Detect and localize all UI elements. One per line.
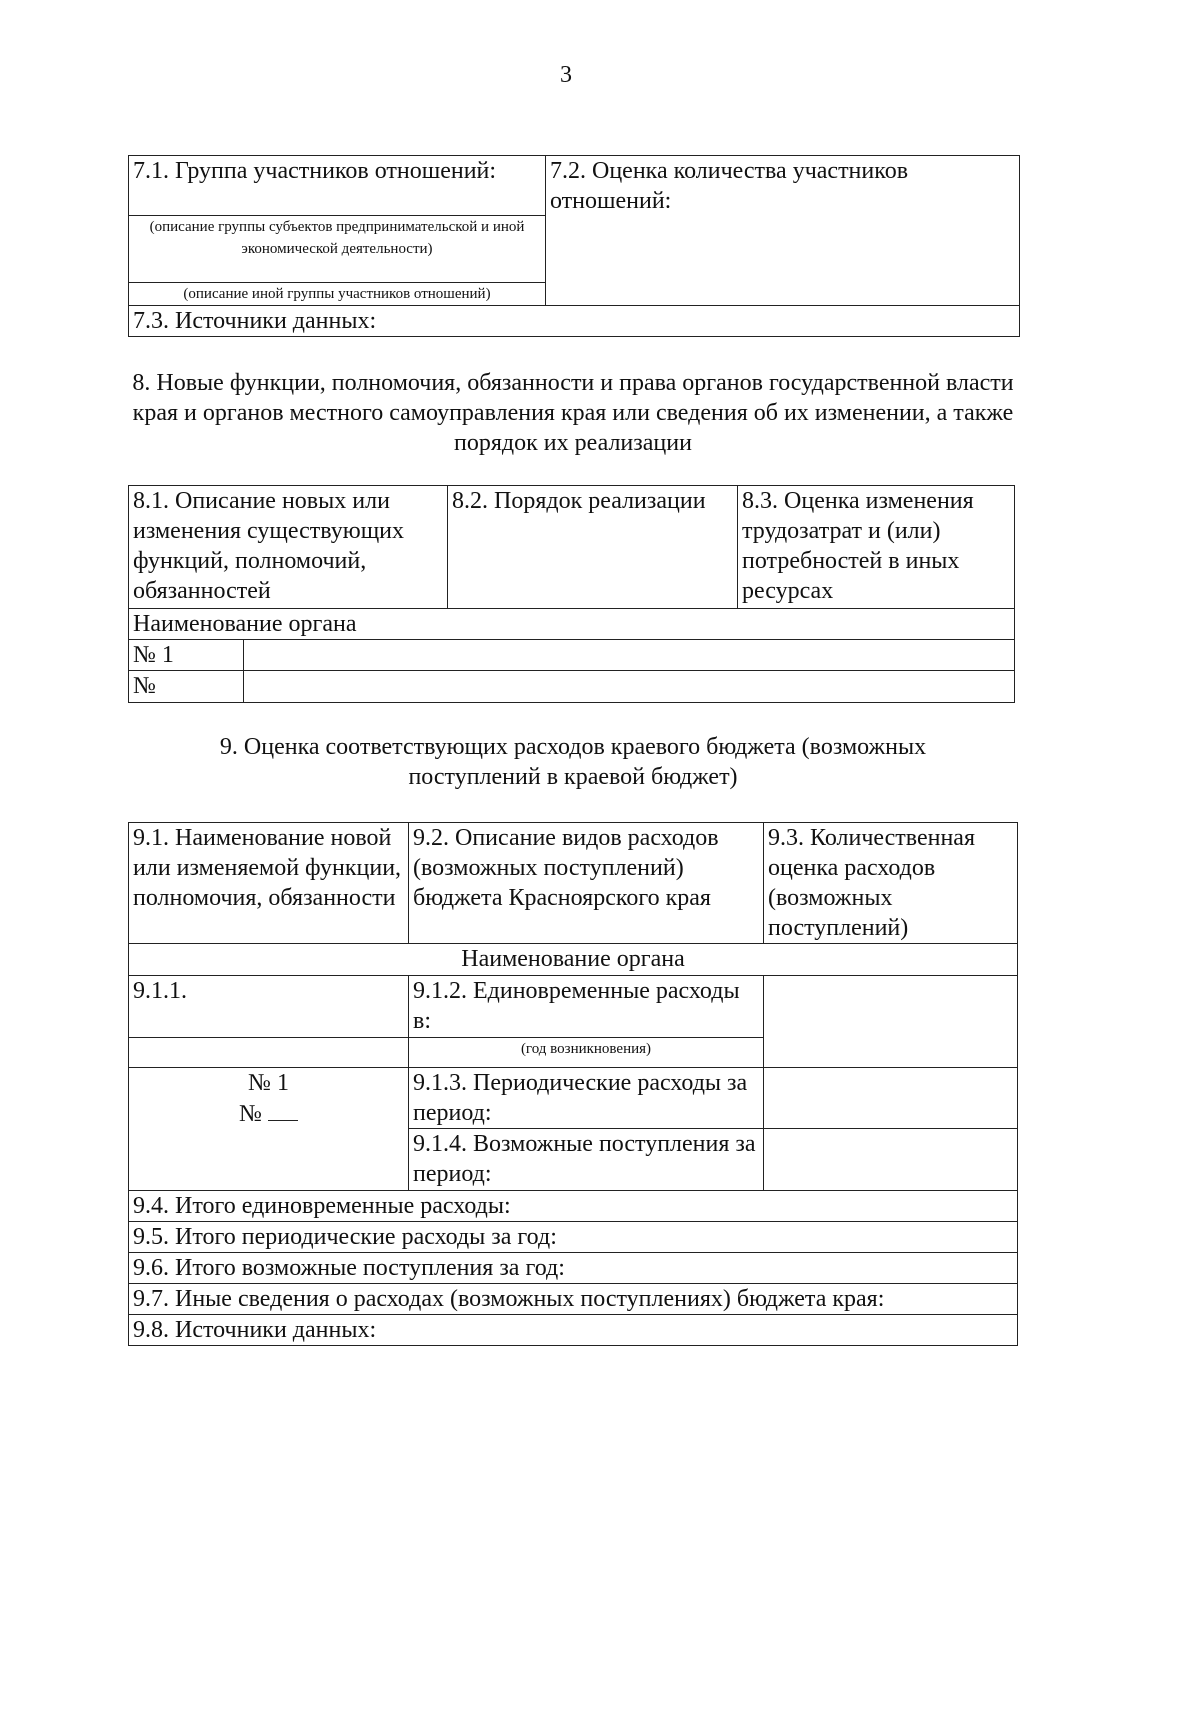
section9-table [128,822,1018,1346]
section7-table [128,155,1020,337]
cell-7-1-note2: (описание иной группы участников отношений) [129,283,546,306]
number-blank [133,1098,404,1129]
cell-9-1-3-value [764,1068,1018,1129]
row-no1: № 1 [129,640,244,671]
row-no1-value [244,640,1015,671]
section9-title: 9. Оценка соответствующих расходов краевого бюджета (возможных поступлений в краевой бюджет) [219,734,927,790]
cell-7-1: 7.1. Группа участников отношений: [129,156,546,216]
cell-9-5: 9.5. Итого периодические расходы за год: [129,1222,1018,1253]
number-label: № [239,1101,262,1127]
cell-7-1-note1: (описание группы субъектов предпринимательской и иной экономической деятельности) [129,216,546,283]
number-1: № 1 [248,1070,289,1096]
organ-name-row: Наименование органа [129,944,1018,976]
row-no: № [129,671,244,703]
number-blank-line [268,1098,298,1121]
cell-9-1-1: 9.1.1. [129,976,409,1038]
cell-8-3: 8.3. Оценка изменения трудозатрат и (или) потребностей в иных ресурсах [738,486,1015,609]
cell-7-2: 7.2. Оценка количества участников отношений: [546,156,1020,306]
cell-9-6: 9.6. Итого возможные поступления за год: [129,1253,1018,1284]
year-note: (год возникновения) [409,1038,764,1068]
cell-9-1-4: 9.1.4. Возможные поступления за период: [409,1129,764,1191]
cell-8-2: 8.2. Порядок реализации [448,486,738,609]
cell-9-7: 9.7. Иные сведения о расходах (возможных поступлениях) бюджета края: [129,1284,1018,1315]
row-no-value [244,671,1015,703]
organ-name-row: Наименование органа [129,609,1015,640]
cell-9-1-2: 9.1.2. Единовременные расходы в: [409,976,764,1038]
cell-7-3: 7.3. Источники данных: [129,306,1020,337]
cell-empty [129,1038,409,1068]
cell-9-1-3: 9.1.3. Периодические расходы за период: [409,1068,764,1129]
cell-9-2: 9.2. Описание видов расходов (возможных поступлений) бюджета Красноярского края [409,823,764,944]
cell-9-1: 9.1. Наименование новой или изменяемой функции, полномочия, обязанности [129,823,409,944]
section8-title: 8. Новые функции, полномочия, обязанности и права органов государственной власти края и органов местного самоуправления края или сведения об их изменении, а также порядок их реализации [132,370,1014,456]
cell-8-1: 8.1. Описание новых или изменения существующих функций, полномочий, обязанностей [129,486,448,609]
page-number: 3 [560,62,572,88]
cell-9-8: 9.8. Источники данных: [129,1315,1018,1346]
cell-numbers [129,1068,409,1191]
cell-9-1-4-value [764,1129,1018,1191]
cell-9-4: 9.4. Итого единовременные расходы: [129,1191,1018,1222]
section8-table [128,485,1015,703]
cell-9-3: 9.3. Количественная оценка расходов (возможных поступлений) [764,823,1018,944]
cell-9-1-2-value [764,976,1018,1068]
